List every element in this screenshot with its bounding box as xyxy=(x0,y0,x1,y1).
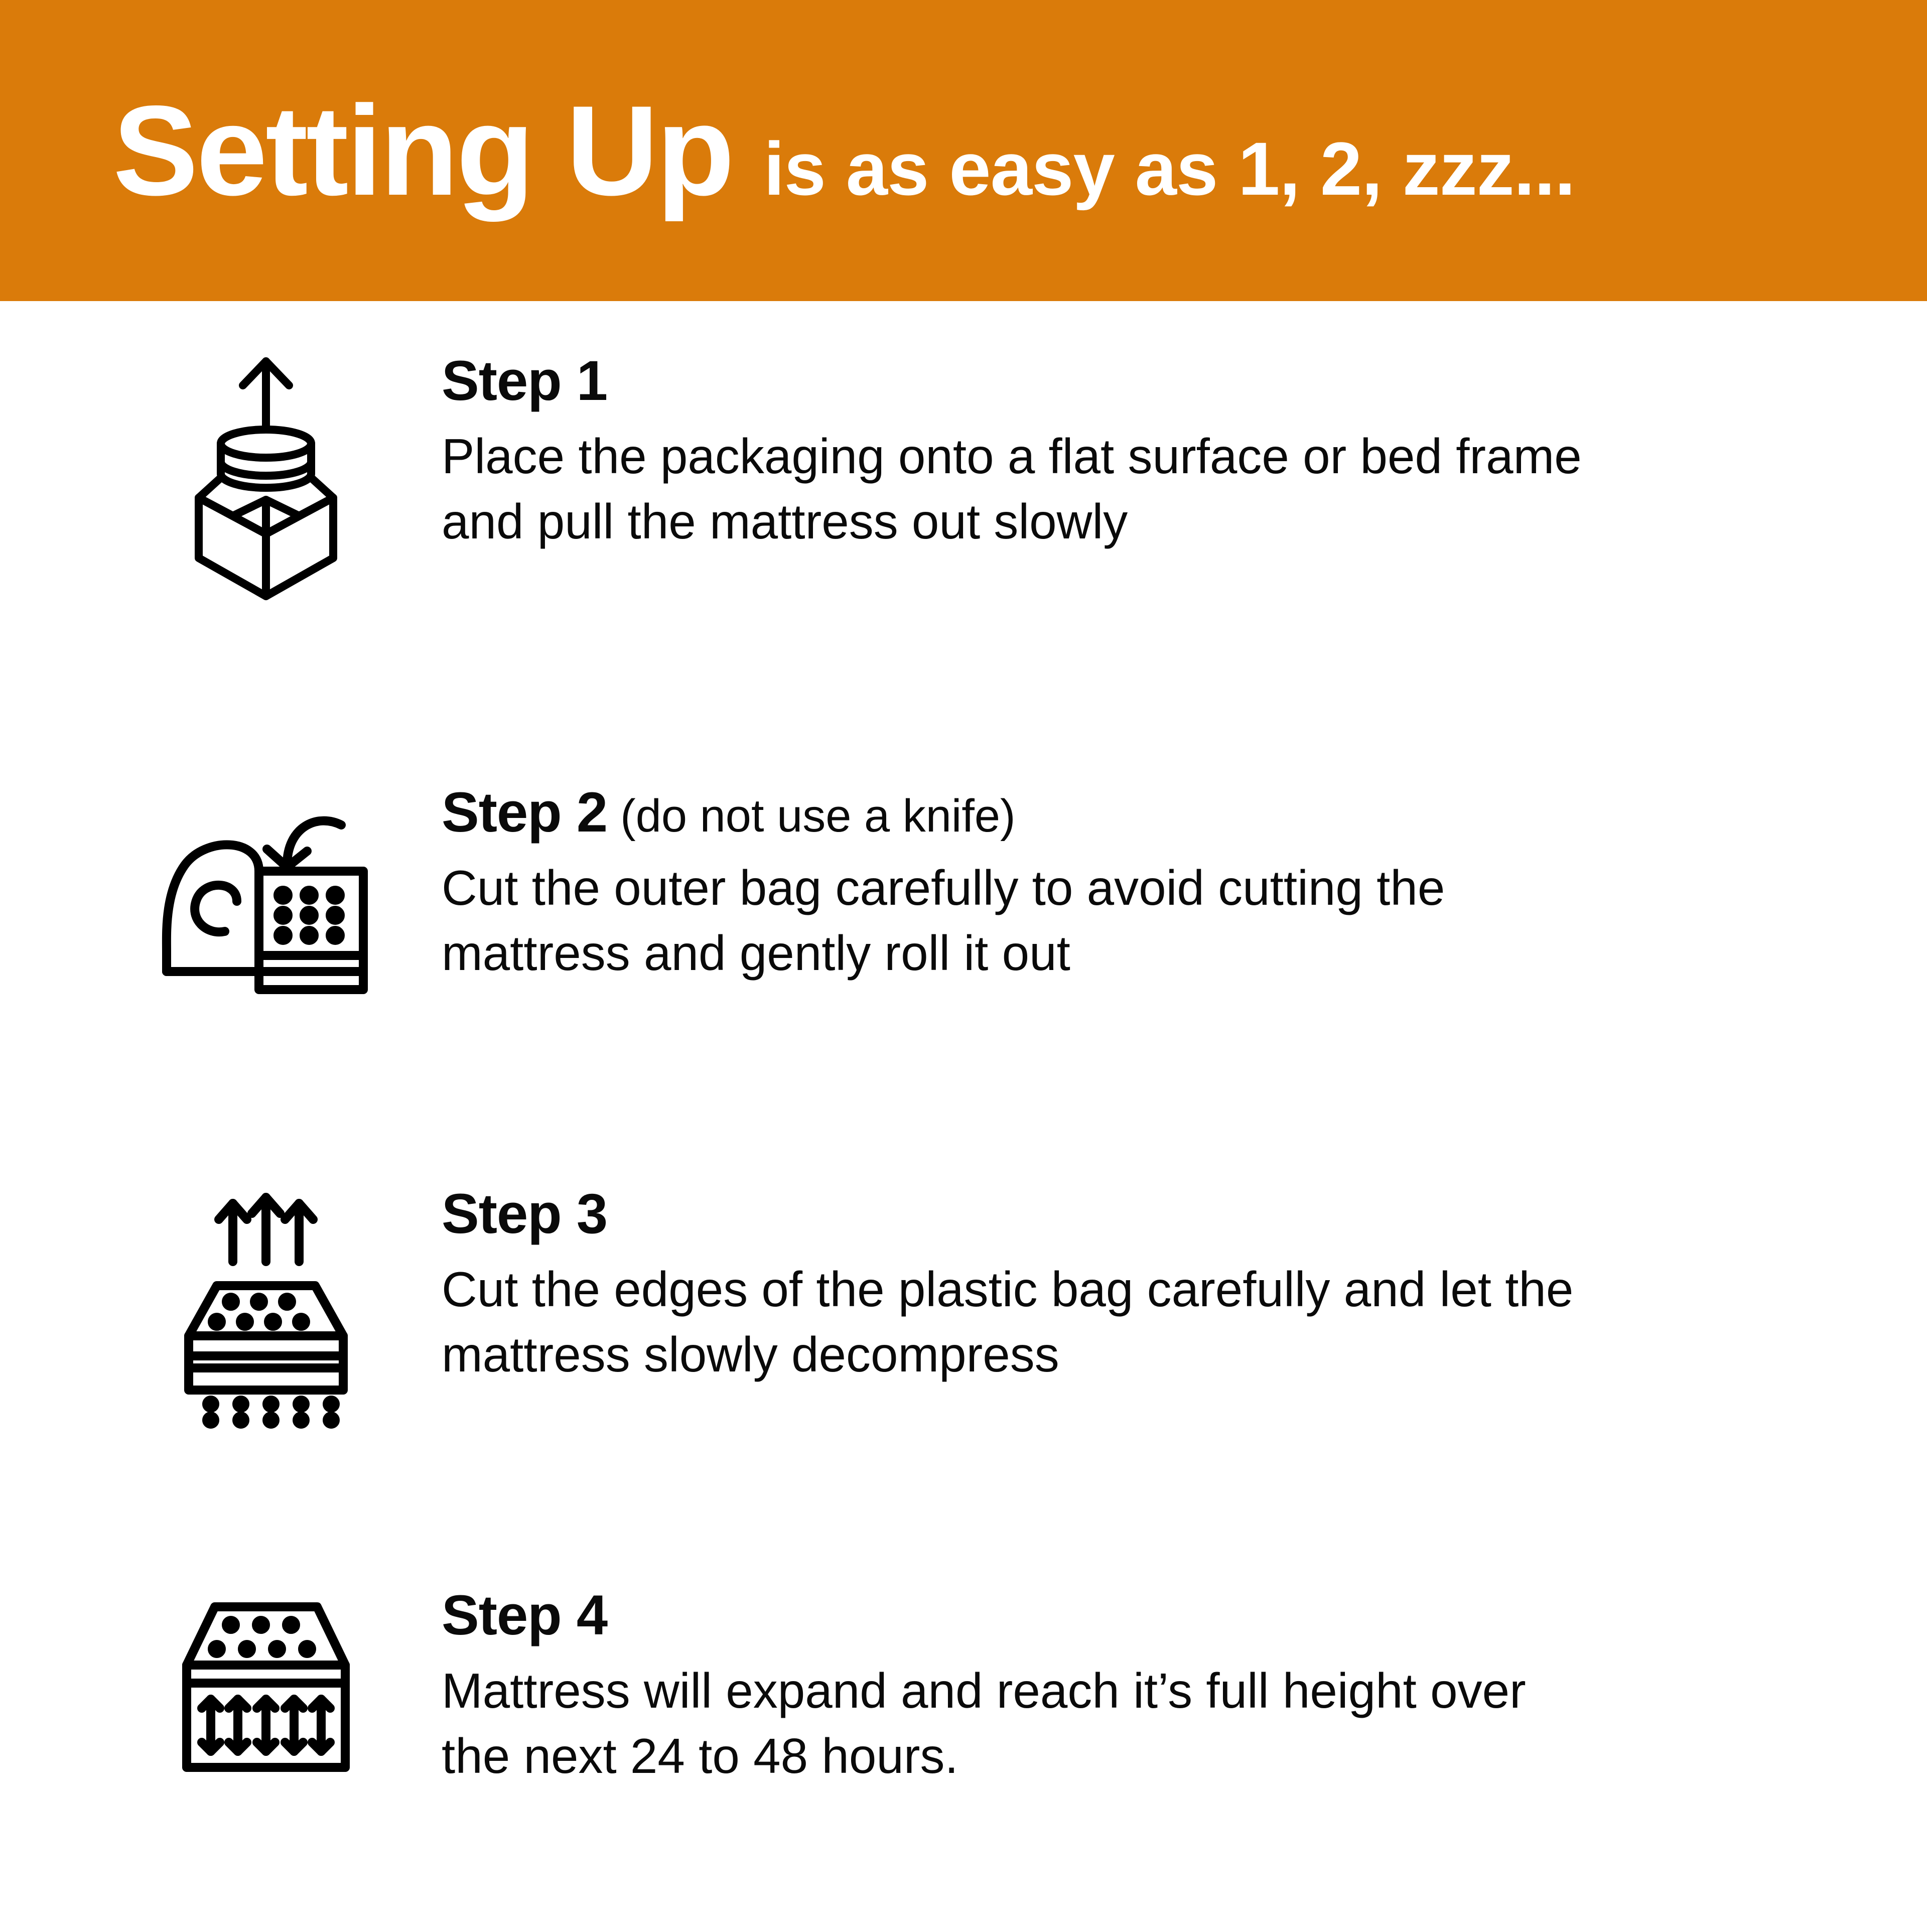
step-title: Step 2 xyxy=(442,781,608,844)
list-item xyxy=(90,1581,1837,1932)
step-title: Step 4 xyxy=(442,1584,608,1646)
step-3-text xyxy=(442,1179,1837,1387)
step-4-icon-container xyxy=(90,1581,442,1791)
step-title: Step 3 xyxy=(442,1182,608,1245)
list-item xyxy=(90,1179,1837,1581)
header-banner xyxy=(0,0,1927,301)
step-3-icon-container xyxy=(90,1179,442,1430)
mattress-full-height-icon xyxy=(141,1591,391,1791)
step-3-heading xyxy=(442,1184,1837,1244)
header-title-group xyxy=(113,79,1575,222)
steps-list xyxy=(0,301,1927,1927)
step-title: Step 1 xyxy=(442,349,608,412)
list-item xyxy=(90,346,1837,778)
step-4-text xyxy=(442,1581,1837,1788)
step-2-heading xyxy=(442,783,1837,842)
step-1-icon-container xyxy=(90,346,442,612)
list-item xyxy=(90,778,1837,1179)
step-description: Place the packaging onto a flat surface or bed frame and pull the mattress out slowly xyxy=(442,428,1582,549)
mattress-expanding-up-icon xyxy=(141,1189,391,1430)
page-title: Setting Up xyxy=(113,79,733,222)
box-with-up-arrow-icon xyxy=(161,351,371,612)
step-1-heading xyxy=(442,351,1837,410)
step-1-text xyxy=(442,346,1837,554)
step-4-heading xyxy=(442,1586,1837,1645)
step-description: Cut the outer bag carefully to avoid cutting the mattress and gently roll it out xyxy=(442,860,1445,981)
step-note: (do not use a knife) xyxy=(620,790,1016,842)
step-description: Mattress will expand and reach it’s full height over the next 24 to 48 hours. xyxy=(442,1663,1526,1783)
page-subtitle: is as easy as 1, 2, zzz... xyxy=(763,126,1575,211)
step-2-icon-container xyxy=(90,778,442,1029)
rolled-mattress-icon xyxy=(141,793,391,1029)
step-2-text xyxy=(442,778,1837,986)
step-description: Cut the edges of the plastic bag carefully and let the mattress slowly decompress xyxy=(442,1261,1574,1382)
